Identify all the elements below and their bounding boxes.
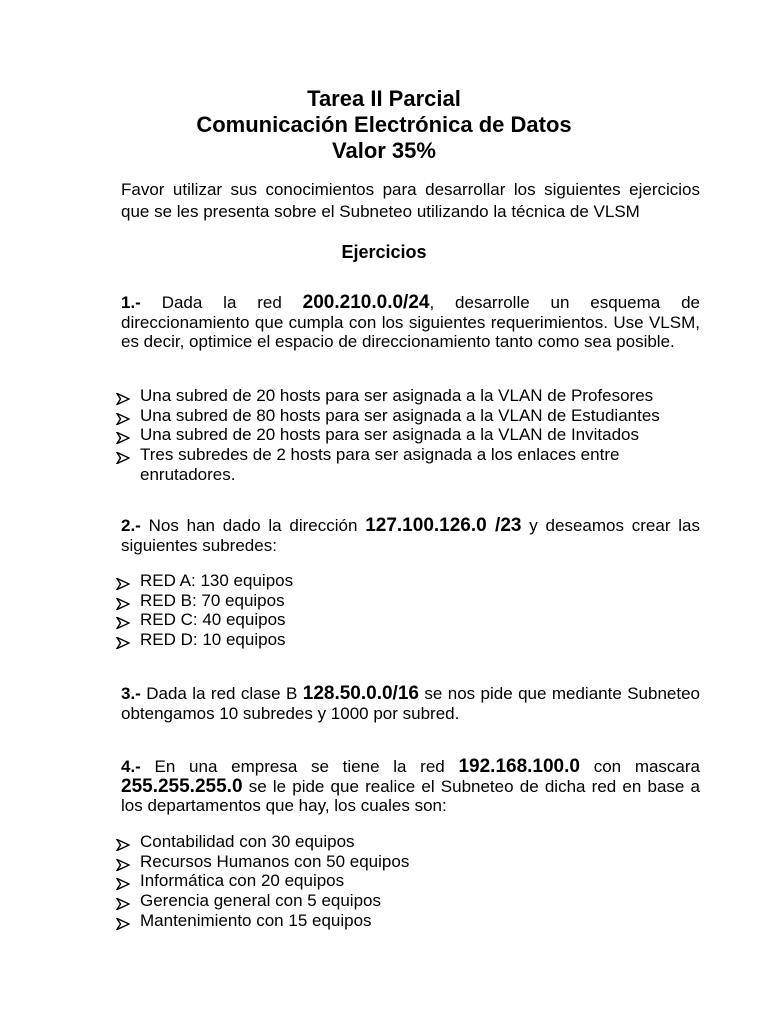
- arrowhead-bullet-icon: [116, 595, 130, 615]
- exercise-4-text: [121, 757, 700, 816]
- list-item: Informática con 20 equipos: [140, 871, 700, 891]
- list-item: Una subred de 20 hosts para ser asignada a la VLAN de Invitados: [140, 425, 700, 445]
- exercise-4-network: 192.168.100.0: [458, 756, 580, 777]
- arrowhead-bullet-icon: [116, 449, 130, 469]
- exercise-4-post: se le pide que realice el Subneteo de dicha red en base a los departamentos que hay, los cuales son:: [121, 776, 700, 815]
- document-title: [0, 86, 768, 164]
- list-item: Contabilidad con 30 equipos: [140, 832, 700, 852]
- exercise-1-text: [121, 293, 700, 352]
- list-item: Una subred de 80 hosts para ser asignada a la VLAN de Estudiantes: [140, 406, 700, 426]
- section-heading: Ejercicios: [341, 242, 427, 262]
- arrowhead-bullet-icon: [116, 429, 130, 449]
- exercise-3-post: se nos pide que mediante Subneteo obtengamos 10 subredes y 1000 por subred.: [121, 684, 700, 723]
- exercise-1-network: 200.210.0.0/24: [302, 292, 430, 313]
- title-line-1: Tarea II Parcial: [307, 86, 461, 111]
- list-item: RED D: 10 equipos: [140, 630, 700, 650]
- exercise-3-number: 3.-: [121, 684, 141, 703]
- list-item: Tres subredes de 2 hosts para ser asignada a los enlaces entre enrutadores.: [140, 445, 700, 484]
- exercise-2-number: 2.-: [121, 516, 141, 535]
- arrowhead-bullet-icon: [116, 410, 130, 430]
- arrowhead-bullet-icon: [116, 614, 130, 634]
- intro-paragraph: Favor utilizar sus conocimientos para desarrollar los siguientes ejercicios que se les presenta sobre el Subneteo utilizando la técnica de VLSM: [121, 180, 700, 221]
- arrowhead-bullet-icon: [116, 634, 130, 654]
- exercise-3-text: [121, 684, 700, 723]
- exercise-2-post: y deseamos crear las siguientes subredes:: [121, 516, 700, 555]
- exercise-4-list: [140, 832, 700, 931]
- exercise-4-pre: En una empresa se tiene la red: [140, 757, 459, 776]
- exercise-4-mid: con mascara: [579, 757, 701, 776]
- arrowhead-bullet-icon: [116, 915, 130, 935]
- exercise-1-post: , desarrolle un esquema de direccionamiento que cumpla con los siguientes requerimientos. Use VLSM, es decir, optimice el espacio de direccionamiento tanto como sea posible.: [121, 293, 700, 351]
- arrowhead-bullet-icon: [116, 895, 130, 915]
- exercise-3-pre: Dada la red clase B: [140, 684, 303, 703]
- title-line-3: Valor 35%: [332, 138, 436, 163]
- arrowhead-bullet-icon: [116, 836, 130, 856]
- list-item: Gerencia general con 5 equipos: [140, 891, 700, 911]
- arrowhead-bullet-icon: [116, 875, 130, 895]
- exercise-4-mask: 255.255.255.0: [121, 775, 243, 797]
- list-item: RED A: 130 equipos: [140, 571, 700, 591]
- list-item: Mantenimiento con 15 equipos: [140, 911, 700, 931]
- exercise-2-network: 127.100.126.0 /23: [365, 515, 522, 536]
- arrowhead-bullet-icon: [116, 390, 130, 410]
- exercise-4-number: 4.-: [121, 757, 141, 776]
- arrowhead-bullet-icon: [116, 575, 130, 595]
- list-item: RED B: 70 equipos: [140, 591, 700, 611]
- exercise-1-list: [140, 386, 700, 485]
- exercise-1-pre: Dada la red: [140, 293, 303, 312]
- list-item: Recursos Humanos con 50 equipos: [140, 852, 700, 872]
- exercise-1-number: 1.-: [121, 293, 141, 312]
- exercise-3-network: 128.50.0.0/16: [302, 683, 419, 704]
- exercise-2-list: [140, 571, 700, 650]
- title-line-2: Comunicación Electrónica de Datos: [196, 112, 572, 137]
- exercise-2-pre: Nos han dado la dirección: [140, 516, 366, 535]
- exercise-2-text: [121, 516, 700, 555]
- list-item: Una subred de 20 hosts para ser asignada a la VLAN de Profesores: [140, 386, 700, 406]
- arrowhead-bullet-icon: [116, 856, 130, 876]
- list-item: RED C: 40 equipos: [140, 610, 700, 630]
